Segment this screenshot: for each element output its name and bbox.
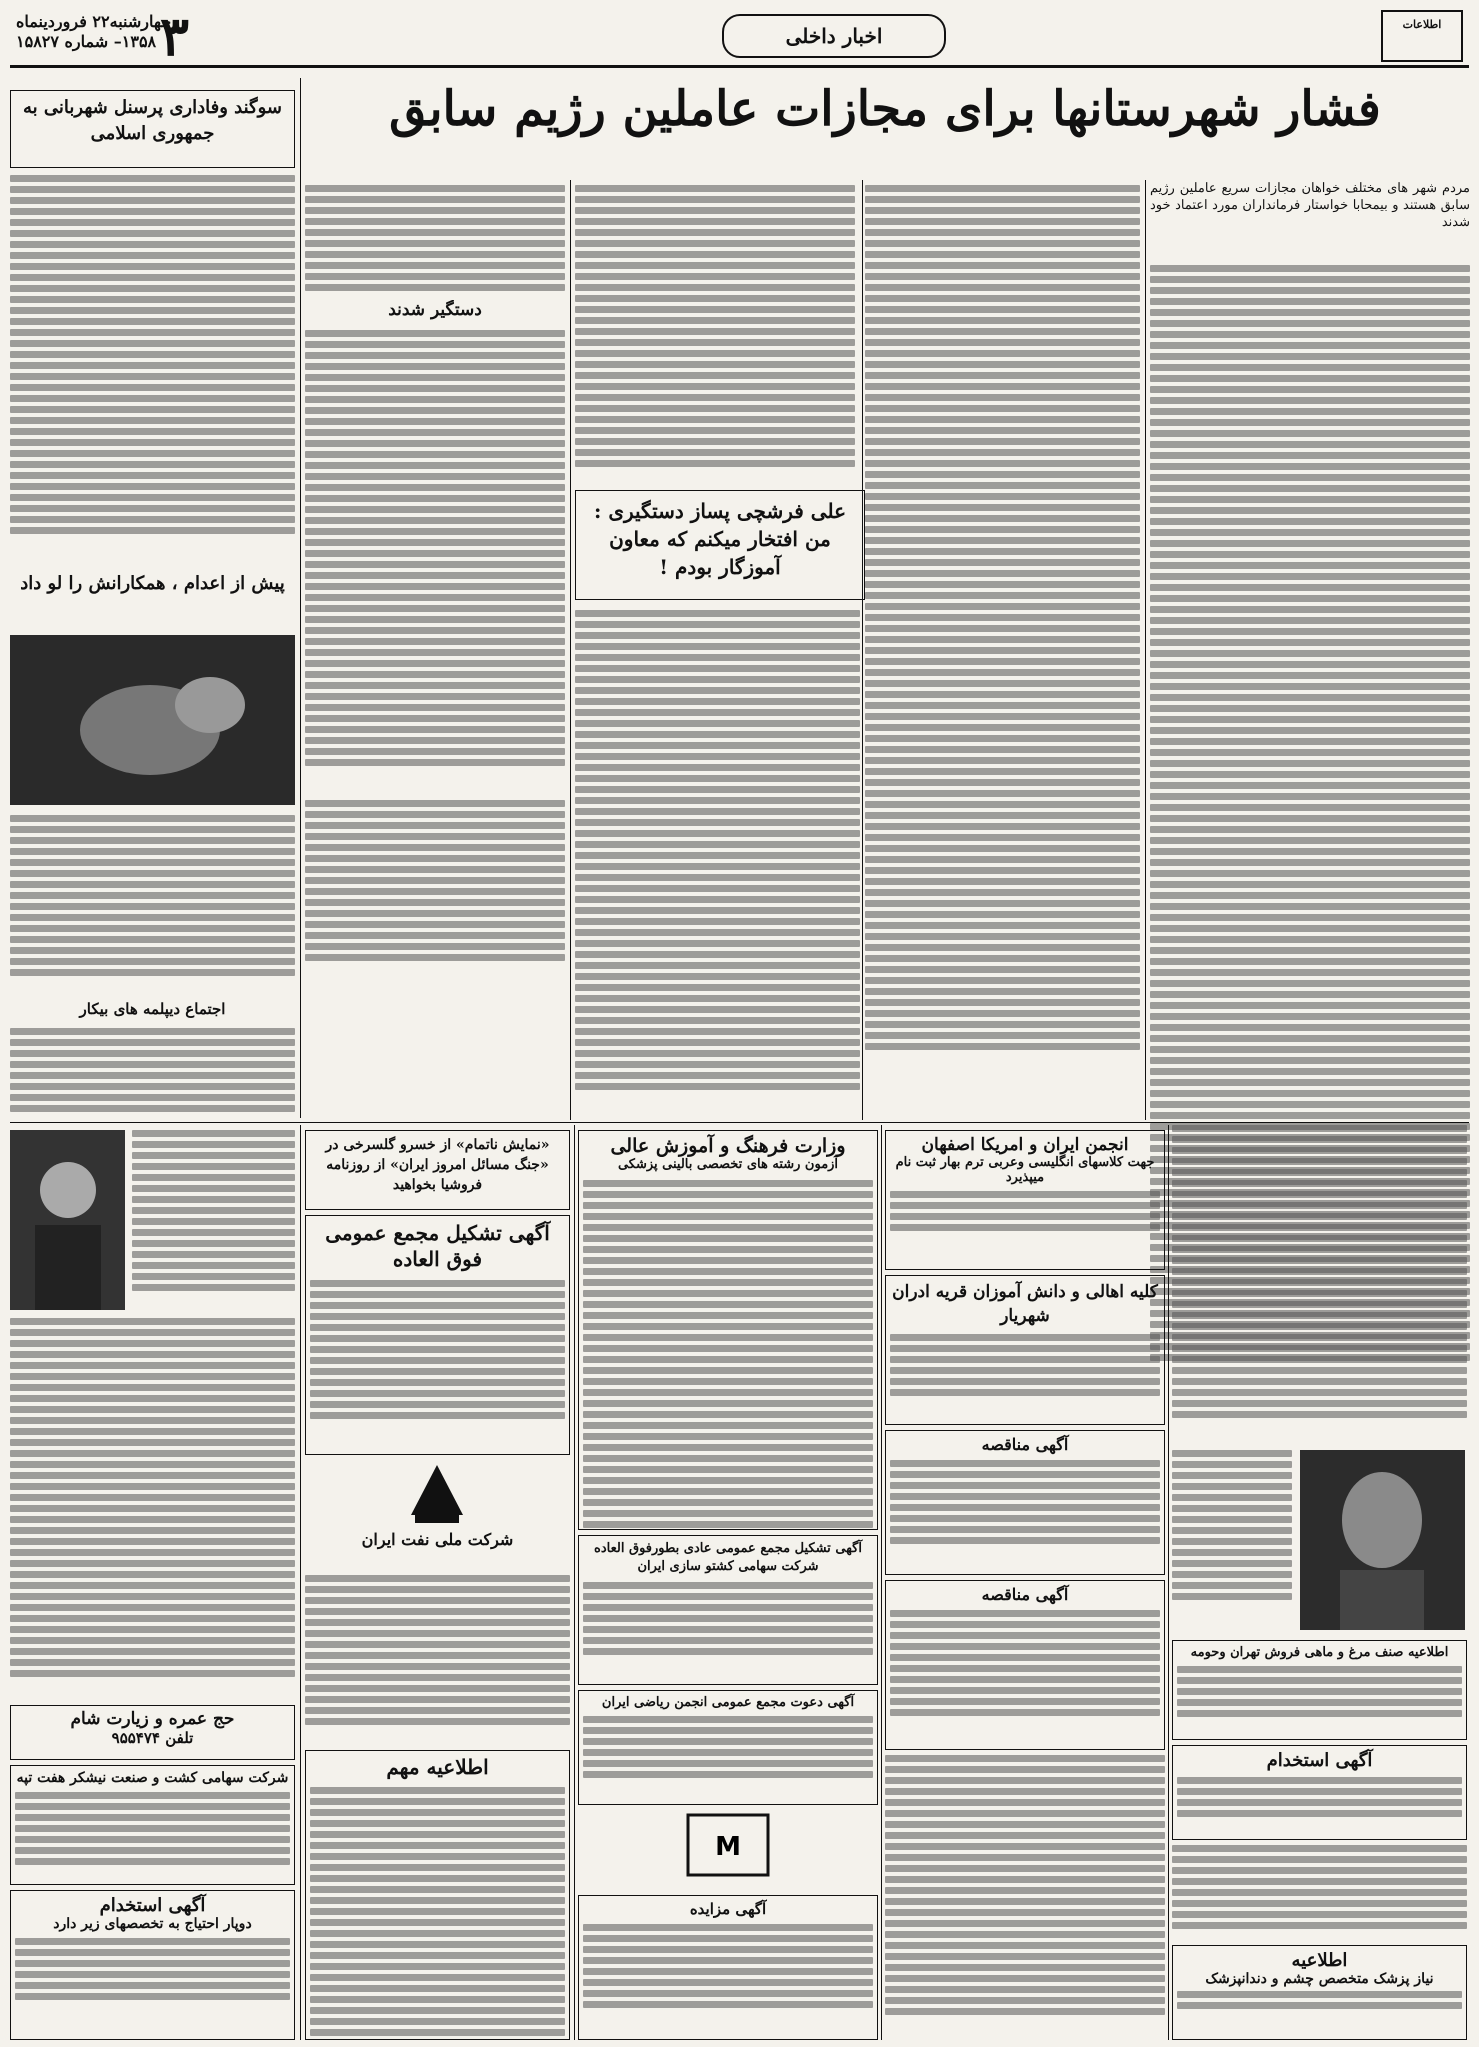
tractor-logo-block bbox=[578, 1810, 878, 1890]
agri-notice bbox=[1172, 1845, 1467, 1940]
exhibition-ad bbox=[305, 1130, 570, 1210]
column-rule bbox=[1168, 1125, 1169, 2040]
column-rule bbox=[862, 180, 863, 1120]
masthead bbox=[10, 8, 1469, 68]
meeting-invite-title: آگهی دعوت مجمع عمومی انجمن ریاضی ایران bbox=[601, 1695, 855, 1710]
company-logo-icon bbox=[578, 1810, 878, 1890]
naft-logo-icon bbox=[305, 1460, 570, 1570]
woman-photo bbox=[1300, 1450, 1465, 1630]
iran-us-title: انجمن ایران و امریکا اصفهان bbox=[921, 1135, 1129, 1155]
portrait-icon bbox=[10, 1130, 125, 1310]
portrait-icon-2 bbox=[1300, 1450, 1465, 1630]
kasht-company-title: شرکت سهامی کشت و صنعت نیشکر هفت تپه bbox=[16, 1770, 289, 1786]
ministry-ad bbox=[578, 1130, 878, 1530]
arrested-body bbox=[305, 330, 565, 790]
employment2-sub: دوپار احتیاج به تخصصهای زیر دارد bbox=[53, 1916, 252, 1932]
naft-tender-text bbox=[305, 1575, 570, 1745]
column-rule bbox=[300, 78, 301, 1118]
iran-us-ad bbox=[885, 1130, 1165, 1270]
notice-sub: نیاز پزشک متخصص چشم و دندانپزشک bbox=[1205, 1971, 1434, 1987]
tender-ad bbox=[885, 1430, 1165, 1575]
date-line: چهارشنبه۲۲ فروردینماه bbox=[16, 12, 172, 31]
meeting-invite-ad bbox=[578, 1690, 878, 1805]
auction-title: آگهی مزایده bbox=[689, 1900, 767, 1918]
tender-ad-2 bbox=[885, 1580, 1165, 1750]
execution-photo bbox=[10, 635, 295, 805]
statement-text-top bbox=[132, 1130, 295, 1310]
eye-doctor-notice bbox=[1172, 1945, 1467, 2040]
notice-title: اطلاعیه bbox=[1291, 1950, 1348, 1971]
oath-title: سوگند وفاداری پرسنل شهربانی به جمهوری اسلامی bbox=[22, 97, 283, 144]
main-column-3 bbox=[575, 185, 855, 485]
diploma-title: اجتماع دیپلمه های بیکار bbox=[79, 1000, 226, 1018]
villagers-ad bbox=[885, 1275, 1165, 1425]
general-assembly-title: آگهی تشکیل مجمع عمومی فوق العاده bbox=[325, 1221, 550, 1271]
teacher-story-body bbox=[575, 610, 860, 1110]
arrested-title: دستگیر شدند bbox=[388, 300, 482, 320]
teacher-story-headline-box bbox=[575, 490, 865, 600]
column-rule bbox=[574, 1125, 575, 2040]
main-column-2 bbox=[865, 185, 1140, 1115]
photo-figure-icon bbox=[10, 635, 295, 805]
ordinary-assembly-title: آگهی تشکیل مجمع عمومی عادی بطورفوق العاده شرکت سهامی کشتو سازی ایران bbox=[594, 1541, 862, 1574]
union-notice-title: اطلاعیه صنف مرغ و ماهی فروش تهران وحومه bbox=[1190, 1645, 1449, 1660]
main-headline-block bbox=[300, 78, 1470, 178]
execution-title: پیش از اعدام ، همکارانش را لو داد bbox=[20, 573, 285, 594]
naft-logo-block bbox=[305, 1460, 570, 1570]
ministry-subtitle: آزمون رشته های تخصصی بالینی پزشکی bbox=[617, 1157, 839, 1172]
auction-ad bbox=[578, 1895, 878, 2040]
statement-text bbox=[10, 1318, 295, 1698]
villagers-title: کلیه اهالی و دانش آموزان قریه ادران شهریار bbox=[892, 1282, 1158, 1326]
pilgrimage-title: حج عمره و زیارت شام bbox=[70, 1709, 235, 1729]
oath-story-box bbox=[10, 90, 295, 168]
column-4-top bbox=[305, 185, 565, 295]
svg-text:M: M bbox=[715, 1832, 741, 1862]
important-notice-title: اطلاعیه مهم bbox=[386, 1755, 489, 1779]
employment-ad bbox=[1172, 1745, 1467, 1840]
section-label: اخبار داخلی bbox=[722, 14, 946, 58]
pilgrimage-ad bbox=[10, 1705, 295, 1760]
cleric-photo bbox=[10, 1130, 125, 1310]
teacher-story-title: علی فرشچی پساز دستگیری : من افتخار میکنم که معاون آموزگار بودم ! bbox=[593, 499, 847, 579]
employment-title: آگهی استخدام bbox=[1266, 1750, 1373, 1771]
date-block bbox=[16, 12, 171, 52]
employment2-title: آگهی استخدام bbox=[99, 1895, 206, 1916]
column-rule bbox=[1145, 180, 1146, 1120]
exhibition-title: «نمایش ناتمام» از خسرو گلسرخی در «جنگ مسائل امروز ایران» از روزنامه فروشیا بخواهید bbox=[325, 1137, 550, 1193]
mid-divider bbox=[10, 1122, 1469, 1123]
pilgrimage-phone: تلفن ۹۵۵۴۷۴ bbox=[111, 1729, 194, 1747]
important-notice-ad bbox=[305, 1750, 570, 2040]
tender2-title: آگهی مناقصه bbox=[981, 1585, 1069, 1604]
general-assembly-ad bbox=[305, 1215, 570, 1455]
iran-us-sub: جهت کلاسهای انگلیسی وعربی ترم بهار ثبت نام میپذیرد bbox=[895, 1155, 1155, 1185]
column-4-bottom bbox=[305, 800, 565, 980]
kasht-tender-text bbox=[885, 1755, 1165, 2040]
main-headline: فشار شهرستانها برای مجازات عاملین رژیم سابق bbox=[389, 81, 1381, 137]
employment-ad-2 bbox=[10, 1890, 295, 2040]
diploma-body bbox=[10, 1028, 295, 1118]
issue-line: ۱۳۵۸– شماره ۱۵۸۲۷ bbox=[16, 32, 157, 51]
page-number: ۳ bbox=[160, 8, 190, 68]
kasht-company-ad bbox=[10, 1765, 295, 1885]
right-lower-story bbox=[1172, 1125, 1467, 1445]
naft-caption: شرکت ملی نفت ایران bbox=[361, 1530, 514, 1549]
union-notice-ad bbox=[1172, 1640, 1467, 1740]
tender-title: آگهی مناقصه bbox=[981, 1435, 1069, 1454]
ministry-title: وزارت فرهنگ و آموزش عالی bbox=[610, 1135, 846, 1157]
column-rule bbox=[570, 180, 571, 1120]
column-rule bbox=[881, 1125, 882, 2040]
main-lead: مردم شهر های مختلف خواهان مجازات سریع عاملین رژیم سابق هستند و بیمحابا خواستار فرمانداران مورد اعتماد خود شدند bbox=[1150, 181, 1470, 230]
ordinary-assembly-ad bbox=[578, 1535, 878, 1685]
execution-body bbox=[10, 815, 295, 995]
oath-body bbox=[10, 175, 295, 555]
column-rule bbox=[300, 1125, 301, 2040]
woman-caption bbox=[1172, 1450, 1292, 1630]
newspaper-logo: اطلاعات bbox=[1381, 10, 1463, 62]
